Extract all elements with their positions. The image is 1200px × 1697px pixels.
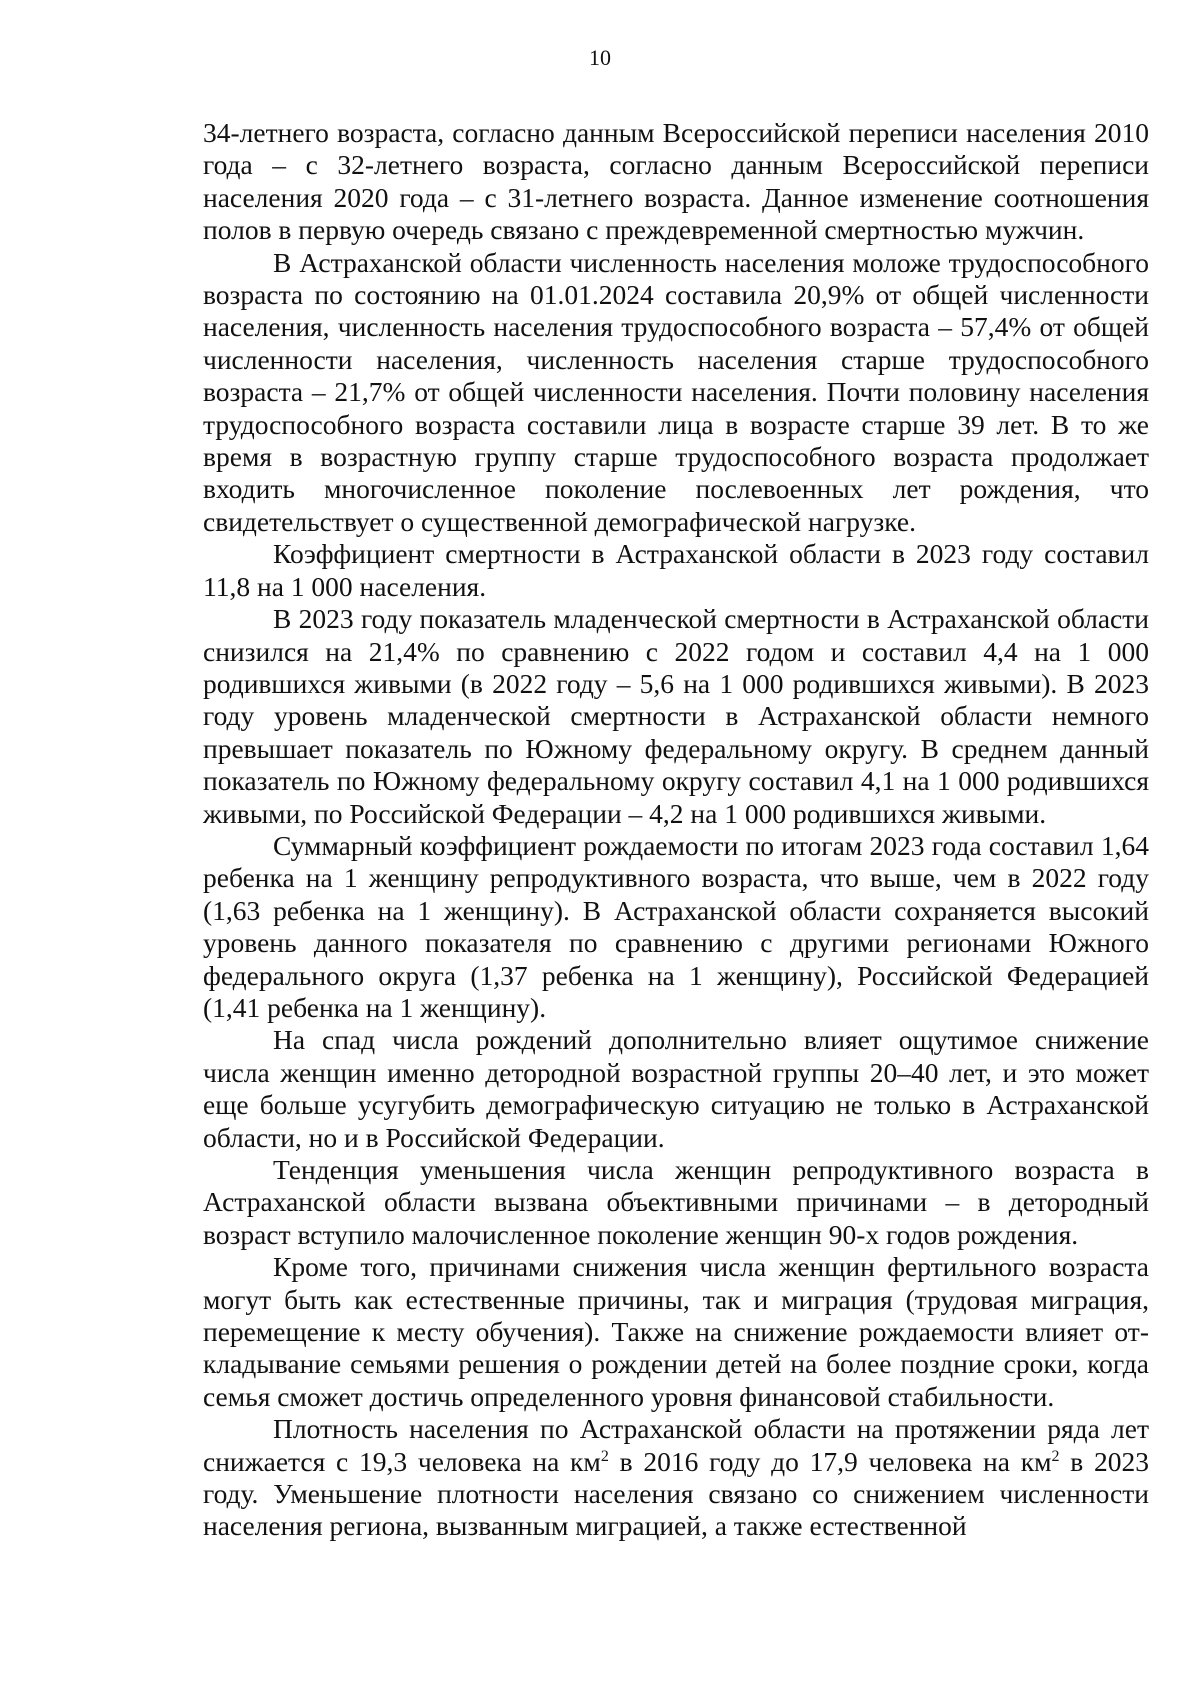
density-text-1: Плотность населения по Астраханской области на протяжении ряда лет снижается с 19,3 человека на км bbox=[203, 1413, 1149, 1477]
density-text-2: в 2016 году до 17,9 человека на км bbox=[608, 1445, 1052, 1477]
paragraph-population-density bbox=[203, 1413, 1149, 1543]
paragraph-fertility-rate: Суммарный коэффициент рождаемости по итогам 2023 года составил 1,64 ребенка на 1 женщину репродуктивного возраста, что выше, чем в 2022 году (1,63 ребенка на 1 женщину). В Астраханской области сохраняется высокий уровень данного показателя по сравнению с другими регионами Южного федерального округа (1,37 ребенка на 1 женщину), Российской Федерацией (1,41 ребенка на 1 женщину). bbox=[203, 829, 1149, 1023]
paragraph-age-structure: В Астраханской области численность населения моложе трудоспособного возраста по состоянию на 01.01.2024 составила 20,9% от общей численности населения, численность населения трудоспособного возраста – 57,4% от общей численности населения, численность населения старше трудоспособного возраста – 21,7% от общей численности населения. Почти половину населения трудоспособного возраста составили лица в возрасте старше 39 лет. В то же время в возрастную группу старше трудоспособного возраста продолжает входить многочисленное поколение послевоенных лет рождения, что свидетельствует о существенной демографической нагрузке. bbox=[203, 246, 1149, 537]
paragraph-births-decline: На спад числа рождений дополнительно влияет ощутимое снижение числа женщин именно детородной возрастной группы 20–40 лет, и это может еще больше усугубить демографическую ситуацию не только в Астраханской области, но и в Российской Федерации. bbox=[203, 1024, 1149, 1153]
paragraph-fertile-age-reasons: Кроме того, причинами снижения числа женщин фертильного возраста могут быть как естественные причины, так и миграция (трудовая миграция, перемещение к месту обучения). Также на снижение рождаемости влияет откладывание семьями решения о рождении детей на более поздние сроки, когда семья сможет достичь определенного уровня финансовой стабильности. bbox=[203, 1251, 1149, 1412]
page-body bbox=[203, 117, 1149, 1543]
paragraph-mortality-rate: Коэффициент смертности в Астраханской области в 2023 году составил 11,8 на 1 000 населения. bbox=[203, 538, 1149, 602]
superscript-2: 2 bbox=[1051, 1447, 1060, 1465]
paragraph-continuation: 34-летнего возраста, согласно данным Всероссийской переписи населения 2010 года – с 32-летнего возраста, согласно данным Всероссийской переписи населения 2020 года – с 31-летнего возраста. Данное изменение соотношения полов в первую очередь связано с преждевременной смертностью мужчин. bbox=[203, 117, 1149, 246]
paragraph-infant-mortality: В 2023 году показатель младенческой смертности в Астраханской области снизился на 21,4% по сравнению с 2022 годом и составил 4,4 на 1 000 родившихся живыми (в 2022 году – 5,6 на 1 000 родившихся живыми). В 2023 году уровень младенческой смертности в Астраханской области немного превышает показатель по Южному федеральному округу. В среднем данный показатель по Южному федеральному округу составил 4,1 на 1 000 родившихся живыми, по Российской Федерации – 4,2 на 1 000 родившихся живыми. bbox=[203, 603, 1149, 829]
paragraph-women-trend: Тенденция уменьшения числа женщин репродуктивного возраста в Астраханской области вызвана объективными причинами – в детородный возраст вступило малочисленное поколение женщин 90-х годов рождения. bbox=[203, 1154, 1149, 1250]
superscript-2: 2 bbox=[600, 1447, 609, 1465]
page-number: 10 bbox=[589, 45, 611, 70]
density-text-3: в 2023 году. Уменьшение плотности населения связано со снижением численности населения региона, вызванным миграцией, а также естественной bbox=[203, 1445, 1149, 1542]
